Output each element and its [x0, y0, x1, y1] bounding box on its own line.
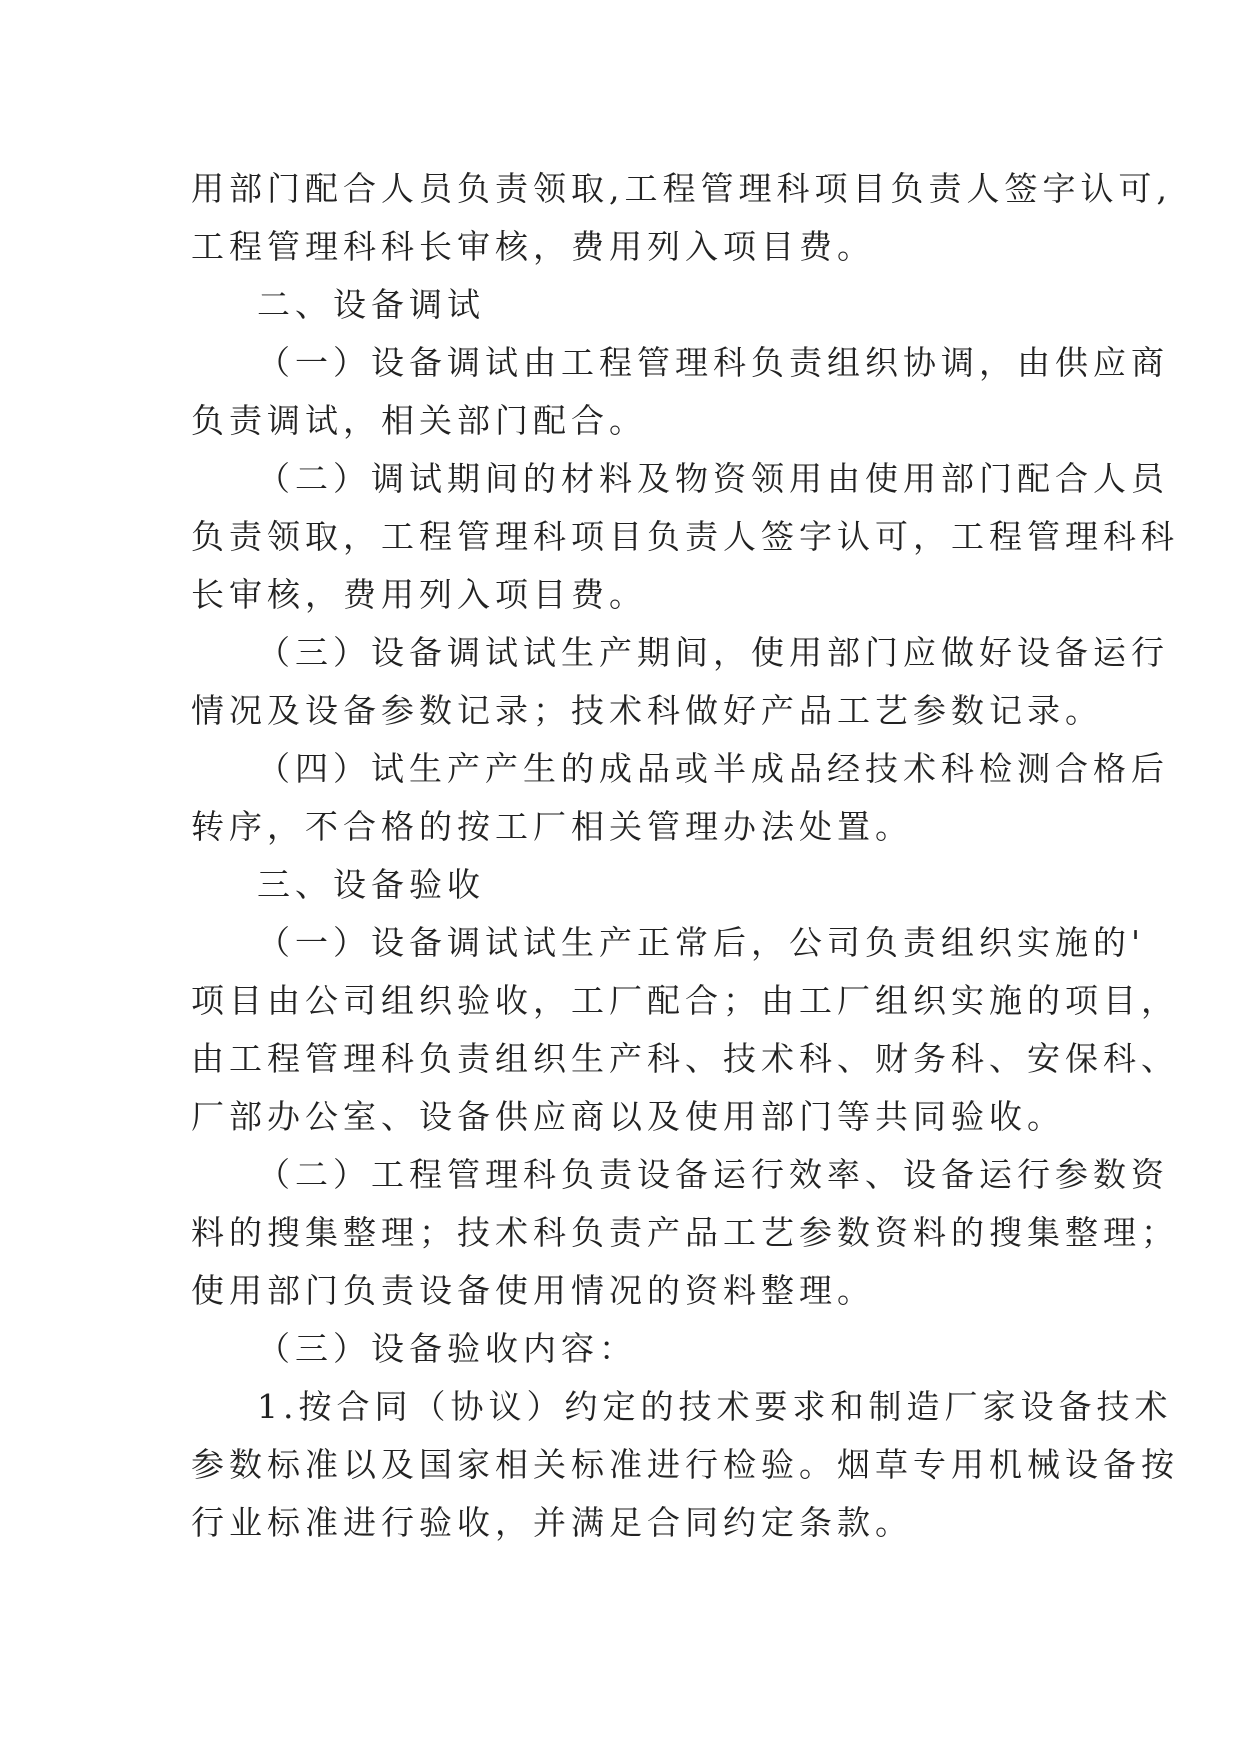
- section-heading: 二、设备调试: [257, 285, 485, 324]
- paragraph-line: 行业标准进行验收，并满足合同约定条款。: [191, 1503, 913, 1542]
- paragraph-line: （二）调试期间的材料及物资领用由使用部门配合人员: [257, 459, 1169, 498]
- paragraph-line: （二）工程管理科负责设备运行效率、设备运行参数资: [257, 1155, 1169, 1194]
- paragraph-line: （三）设备调试试生产期间，使用部门应做好设备运行: [257, 633, 1169, 672]
- paragraph-line: 工程管理科科长审核，费用列入项目费。: [191, 227, 875, 266]
- document-body: [191, 160, 1179, 1552]
- paragraph-line: 1.按合同（协议）约定的技术要求和制造厂家设备技术: [257, 1387, 1173, 1426]
- paragraph-line: （一）设备调试试生产正常后，公司负责组织实施的': [257, 923, 1146, 962]
- paragraph-line: 厂部办公室、设备供应商以及使用部门等共同验收。: [191, 1097, 1065, 1136]
- paragraph-line: 参数标准以及国家相关标准进行检验。烟草专用机械设备按: [191, 1445, 1179, 1484]
- paragraph-line: 长审核，费用列入项目费。: [191, 575, 647, 614]
- paragraph-line: 用部门配合人员负责领取,工程管理科项目负责人签字认可,: [191, 169, 1172, 208]
- paragraph-line: 料的搜集整理；技术科负责产品工艺参数资料的搜集整理；: [191, 1213, 1179, 1252]
- paragraph-line: （一）设备调试由工程管理科负责组织协调，由供应商: [257, 343, 1169, 382]
- paragraph-line: 情况及设备参数记录；技术科做好产品工艺参数记录。: [191, 691, 1103, 730]
- paragraph-line: （四）试生产产生的成品或半成品经技术科检测合格后: [257, 749, 1169, 788]
- paragraph-line: 负责调试，相关部门配合。: [191, 401, 647, 440]
- paragraph-line: 项目由公司组织验收，工厂配合；由工厂组织实施的项目，: [191, 981, 1179, 1020]
- section-heading: 三、设备验收: [257, 865, 485, 904]
- paragraph-line: 负责领取，工程管理科项目负责人签字认可，工程管理科科: [191, 517, 1179, 556]
- paragraph-line: （三）设备验收内容：: [257, 1329, 637, 1368]
- paragraph-line: 使用部门负责设备使用情况的资料整理。: [191, 1271, 875, 1310]
- paragraph-line: 转序，不合格的按工厂相关管理办法处置。: [191, 807, 913, 846]
- paragraph-line: 由工程管理科负责组织生产科、技术科、财务科、安保科、: [191, 1039, 1179, 1078]
